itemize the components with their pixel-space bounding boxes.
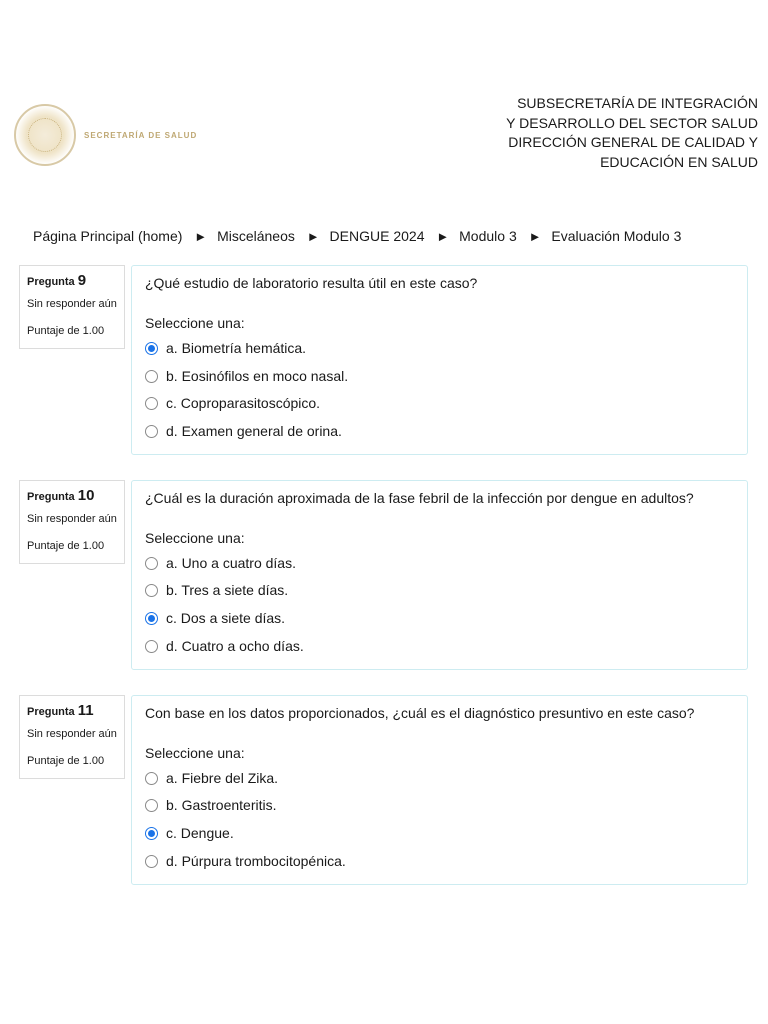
question-prompt: Seleccione una: [145,745,245,761]
answer-label: b. Eosinófilos en moco nasal. [166,368,349,384]
answer-label: d. Examen general de orina. [166,423,342,439]
question-number: 10 [77,487,95,504]
question-prompt: Seleccione una: [145,315,245,331]
answer-label: a. Fiebre del Zika. [166,770,279,786]
logo-text: SECRETARÍA DE SALUD [84,130,198,140]
org-line: Y DESARROLLO DEL SECTOR SALUD [506,114,758,131]
breadcrumb-modulo-link[interactable]: Modulo 3 [459,228,517,244]
answer-label: b. Gastroenteritis. [166,797,277,813]
question-prompt: Seleccione una: [145,530,245,546]
breadcrumb-separator-icon: ► [528,229,542,244]
answer-option-b[interactable] [145,582,288,598]
answer-option-b[interactable] [145,368,348,384]
question-content-10 [131,480,748,670]
question-label: Pregunta [27,276,75,288]
answer-label: d. Púrpura trombocitopénica. [166,853,346,869]
radio-button[interactable] [145,397,158,410]
question-state: Sin responder aún [27,513,117,525]
radio-button[interactable] [145,557,158,570]
mexico-seal-icon [14,104,76,166]
breadcrumb [33,228,681,244]
question-number: 9 [77,272,87,289]
breadcrumb-home-link[interactable]: Página Principal (home) [33,228,183,244]
answer-option-c[interactable] [145,610,285,626]
radio-button[interactable] [145,799,158,812]
org-line: DIRECCIÓN GENERAL DE CALIDAD Y [508,134,758,150]
question-title [27,272,117,289]
answer-option-d[interactable] [145,423,342,439]
answer-option-c[interactable] [145,825,234,841]
radio-button[interactable] [145,370,158,383]
answer-option-b[interactable] [145,797,277,813]
question-grade: Puntaje de 1.00 [27,755,105,767]
answer-label: c. Coproparasitoscópico. [166,395,321,411]
question-text: ¿Qué estudio de laboratorio resulta útil en este caso? [145,275,478,291]
radio-button[interactable] [145,772,158,785]
breadcrumb-separator-icon: ► [436,229,450,244]
secretaria-logo [14,104,197,166]
answer-label: c. Dengue. [166,825,234,841]
question-grade: Puntaje de 1.00 [27,540,105,552]
answer-option-d[interactable] [145,638,304,654]
radio-button[interactable] [145,640,158,653]
radio-button[interactable] [145,342,158,355]
breadcrumb-evaluacion-link[interactable]: Evaluación Modulo 3 [551,228,682,244]
answer-label: d. Cuatro a ocho días. [166,638,304,654]
answer-label: a. Biometría hemática. [166,340,307,356]
question-text: Con base en los datos proporcionados, ¿cuál es el diagnóstico presuntivo en este caso? [145,705,695,721]
answer-option-a[interactable] [145,340,306,356]
question-info-10 [19,480,125,564]
question-content-11 [131,695,748,885]
breadcrumb-separator-icon: ► [306,229,320,244]
question-number: 11 [77,702,94,719]
radio-button[interactable] [145,827,158,840]
question-title [27,702,117,719]
question-content-9 [131,265,748,455]
question-text: ¿Cuál es la duración aproximada de la fase febril de la infección por dengue en adultos? [145,490,694,506]
org-line: SUBSECRETARÍA DE INTEGRACIÓN [517,95,758,111]
question-label: Pregunta [27,491,75,503]
question-state: Sin responder aún [27,728,117,740]
answer-label: a. Uno a cuatro días. [166,555,296,571]
breadcrumb-miscelaneos-link[interactable]: Misceláneos [217,228,295,244]
answer-label: b. Tres a siete días. [166,582,289,598]
answer-label: c. Dos a siete días. [166,610,286,626]
answer-option-d[interactable] [145,853,346,869]
question-title [27,487,117,504]
radio-button[interactable] [145,584,158,597]
question-info-11 [19,695,125,779]
answer-option-a[interactable] [145,770,278,786]
radio-button[interactable] [145,425,158,438]
organization-heading [506,94,758,172]
radio-button[interactable] [145,612,158,625]
answer-option-c[interactable] [145,395,320,411]
breadcrumb-dengue-link[interactable]: DENGUE 2024 [329,228,425,244]
breadcrumb-separator-icon: ► [194,229,208,244]
org-line: EDUCACIÓN EN SALUD [600,153,758,170]
answer-option-a[interactable] [145,555,296,571]
question-state: Sin responder aún [27,298,117,310]
question-label: Pregunta [27,706,75,718]
question-grade: Puntaje de 1.00 [27,325,105,337]
radio-button[interactable] [145,855,158,868]
question-info-9 [19,265,125,349]
